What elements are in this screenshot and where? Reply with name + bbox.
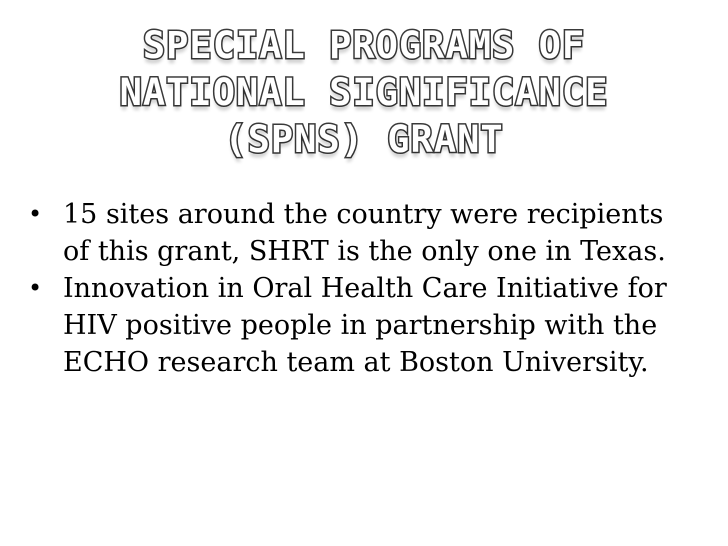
bullet-text: Innovation in Oral Health Care Initiative for HIV positive people in partnership with the ECHO research team at Boston University. (63, 273, 667, 378)
slide-title-line-2: NATIONAL SIGNIFICANCE (119, 71, 609, 114)
slide-title (40, 22, 688, 163)
slide-title-line-3: (SPNS) GRANT (224, 118, 504, 161)
bullet-list (28, 196, 678, 381)
slide-title-line-1: SPECIAL PROGRAMS OF (142, 24, 586, 67)
bullet-item (28, 196, 678, 270)
bullet-dot-icon: • (28, 274, 43, 302)
bullet-dot-icon: • (28, 200, 43, 228)
bullet-text: 15 sites around the country were recipients of this grant, SHRT is the only one in Texas. (63, 199, 666, 267)
bullet-item (28, 270, 678, 381)
